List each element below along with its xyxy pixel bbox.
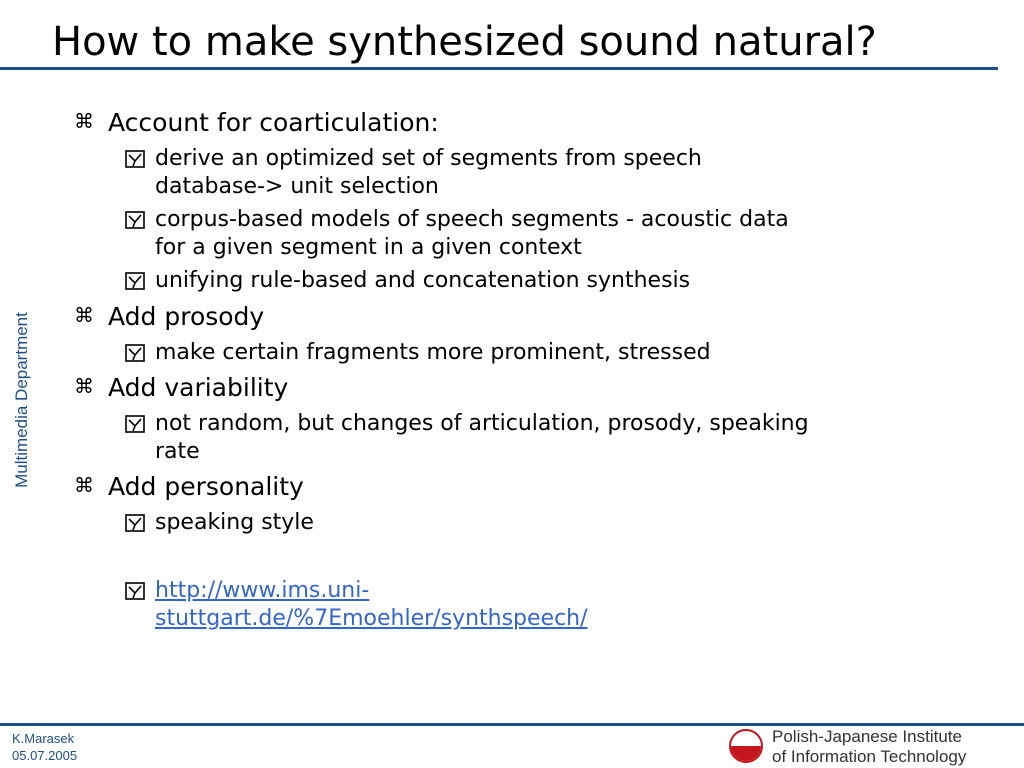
department-label: Multimedia Department	[12, 312, 31, 488]
checkbox-y-icon	[125, 272, 145, 290]
sub-bullet-line: rate	[155, 439, 200, 464]
link-line[interactable]: stuttgart.de/%7Emoehler/synthspeech/	[155, 606, 588, 631]
sub-bullet-line: unifying rule-based and concatenation synthesis	[155, 268, 691, 293]
footer-author	[12, 730, 77, 764]
checkbox-y-icon	[125, 582, 145, 600]
logo-red-half	[731, 746, 761, 763]
sub-bullet-line: for a given segment in a given context	[155, 235, 582, 260]
bullet-label: Add prosody	[108, 302, 265, 331]
checkbox-y-icon	[125, 211, 145, 229]
title-divider	[0, 67, 998, 70]
bullet-label: Add variability	[108, 373, 289, 402]
sub-bullet-line: not random, but changes of articulation, prosody, speaking	[155, 411, 809, 436]
command-key-icon: ⌘	[74, 374, 94, 398]
reference-link[interactable]	[155, 577, 915, 633]
institute-line-2: of Information Technology	[772, 747, 967, 766]
command-key-icon: ⌘	[74, 473, 94, 497]
bullet-label: Add personality	[108, 472, 304, 501]
sub-bullet-line: database-> unit selection	[155, 174, 439, 199]
sub-bullet-line: make certain fragments more prominent, stressed	[155, 340, 711, 365]
sub-bullet-line: derive an optimized set of segments from speech	[155, 146, 702, 171]
footer-divider	[0, 723, 1024, 726]
author-name: K.Marasek	[12, 731, 75, 746]
command-key-icon: ⌘	[74, 303, 94, 327]
institute-line-1: Polish-Japanese Institute	[772, 727, 962, 746]
bullet-label: Account for coarticulation:	[108, 108, 439, 137]
link-line[interactable]: http://www.ims.uni-	[155, 578, 370, 603]
slide-date: 05.07.2005	[12, 748, 78, 763]
checkbox-y-icon	[125, 344, 145, 362]
slide-title: How to make synthesized sound natural?	[52, 19, 877, 65]
sub-bullet-line: corpus-based models of speech segments - acoustic data	[155, 207, 789, 232]
sub-bullet-line: speaking style	[155, 510, 314, 535]
checkbox-y-icon	[125, 514, 145, 532]
institute-logo	[729, 729, 763, 763]
institute-name	[772, 727, 966, 767]
checkbox-y-icon	[125, 415, 145, 433]
command-key-icon: ⌘	[74, 109, 94, 133]
checkbox-y-icon	[125, 150, 145, 168]
